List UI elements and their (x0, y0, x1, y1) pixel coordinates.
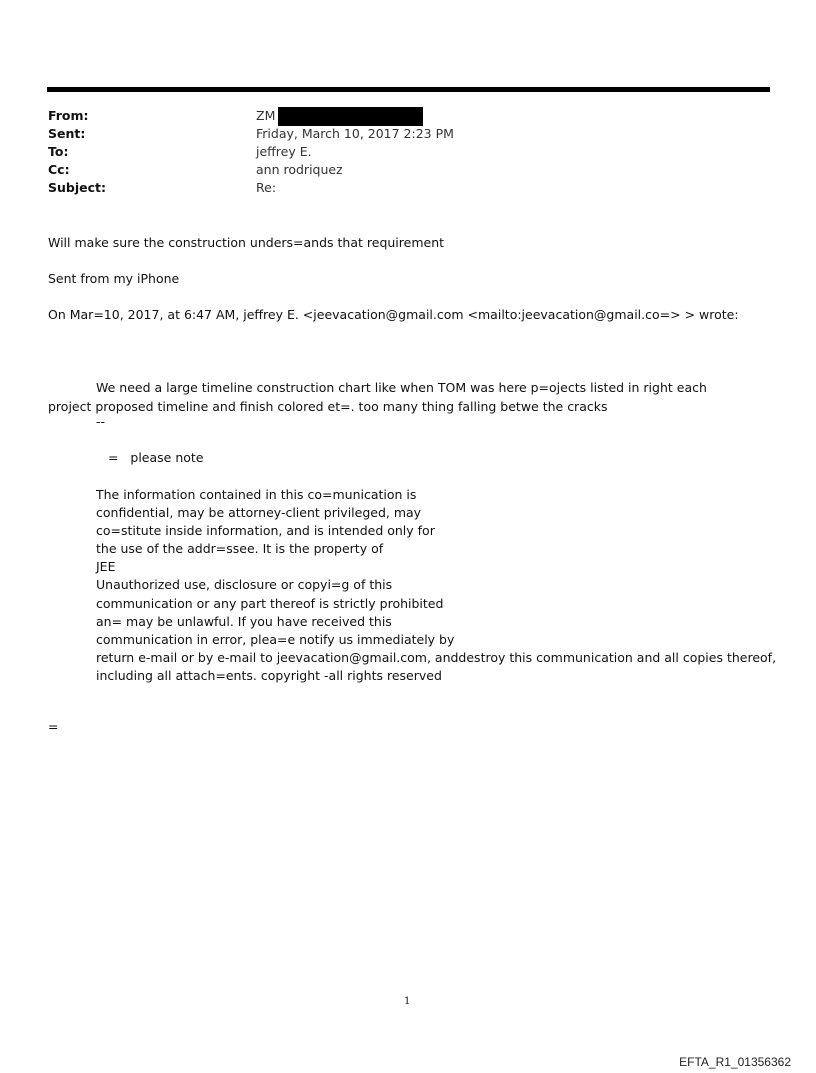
notice-line: the use of the addr=ssee. It is the property of (96, 541, 384, 557)
to-label: To: (48, 144, 69, 159)
cc-value: ann rodriquez (256, 162, 343, 177)
separator-dashes: -- (96, 414, 106, 429)
from-label: From: (48, 108, 89, 123)
page-number: 1 (404, 996, 411, 1007)
sent-value: Friday, March 10, 2017 2:23 PM (256, 126, 454, 141)
notice-line: communication or any part thereof is strictly prohibited (96, 595, 444, 611)
cc-label: Cc: (48, 162, 70, 177)
notice-line: confidential, may be attorney-client privileged, may (96, 505, 422, 521)
to-value: jeffrey E. (256, 144, 312, 159)
quoted-message: We need a large timeline construction chart like when TOM was here p=ojects listed in right each project proposed timeline and finish colored et=. too many thing falling betwe the cracks (48, 380, 707, 414)
notice-line: including all attach=ents. copyright -all rights reserved (96, 667, 442, 683)
from-name: ZM (256, 108, 276, 123)
subject-value: Re: (256, 180, 277, 195)
quote-attribution: On Mar=10, 2017, at 6:47 AM, jeffrey E. <jeevacation@gmail.com <mailto:jeevacation@gmail.co=> > wrote: (48, 307, 739, 322)
signature-line: Sent from my iPhone (48, 271, 180, 286)
notice-line: an= may be unlawful. If you have received this (96, 613, 392, 629)
trailing-equals: = (48, 719, 59, 734)
notice-line: communication in error, plea=e notify us immediately by (96, 631, 455, 647)
please-note: = please note (108, 450, 204, 465)
notice-line: The information contained in this co=munication is (96, 487, 417, 502)
header-rule (47, 87, 770, 92)
notice-line: return e-mail or by e-mail to jeevacation@gmail.com, anddestroy this communication and all copies thereof, (96, 649, 777, 665)
from-value (256, 107, 423, 126)
redaction-box (278, 107, 423, 126)
subject-label: Subject: (48, 180, 106, 195)
confidentiality-notice (96, 486, 776, 685)
sent-label: Sent: (48, 126, 86, 141)
notice-line: JEE (96, 559, 116, 575)
notice-line: Unauthorized use, disclosure or copyi=g of this (96, 577, 393, 593)
notice-line: co=stitute inside information, and is intended only for (96, 523, 435, 539)
reply-line: Will make sure the construction unders=ands that requirement (48, 235, 445, 250)
document-id: EFTA_R1_01356362 (679, 1055, 791, 1069)
